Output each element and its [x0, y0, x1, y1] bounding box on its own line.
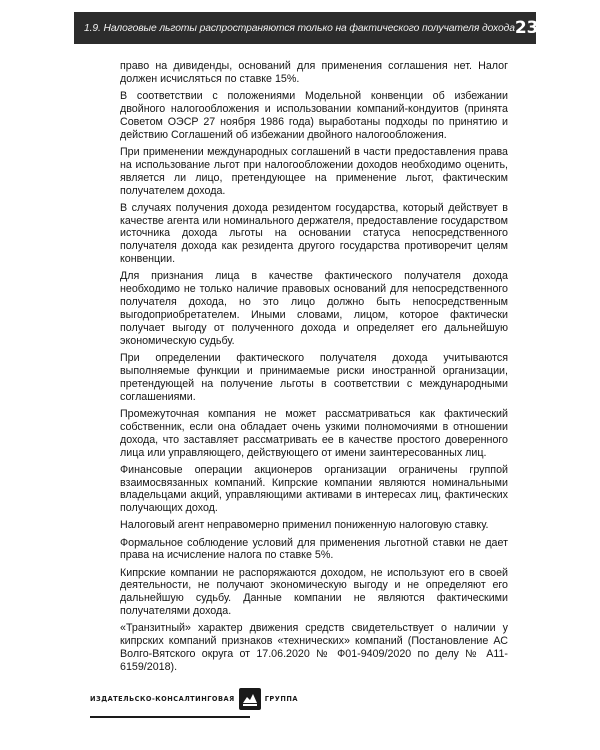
paragraph: При определении фактического получателя дохода учитываются выполняемые функции и принимаемые риски иностранной организации, претендующей на получение льготы в соответствии с международными соглашениями.	[120, 351, 508, 403]
footer-divider	[90, 716, 250, 718]
paragraph: Кипрские компании не распоряжаются доходом, не используют его в своей деятельности, не получают экономическую выгоду и не определяют его дальнейшую судьбу. Данные компании не являются фактическими получателями дохода.	[120, 566, 508, 618]
paragraph: Формальное соблюдение условий для применения льготной ставки не дает права на исчисление налога по ставке 5%.	[120, 536, 508, 562]
paragraph: Финансовые операции акционеров организации ограничены группой взаимосвязанных компаний. Кипрские компании являются номинальными владельцами акций, управляющими активами в интересах лиц, фактических получающих доход.	[120, 463, 508, 515]
publisher-footer	[90, 684, 298, 714]
running-header	[74, 12, 539, 44]
paragraph: «Транзитный» характер движения средств свидетельствует о наличии у кипрских компаний признаков «технических» компаний (Постановление АС Волго-Вятского округа от 17.06.2020 № Ф01-9409/2020 по делу № А11-6159/2018).	[120, 622, 508, 674]
publisher-group: ГРУППА	[264, 695, 298, 703]
paragraph: При применении международных соглашений в части предоставления права на использование льгот при налогообложении доходов необходимо оценить, является ли лицо, претендующее на применение льгот, фактическим получателем дохода.	[120, 145, 508, 197]
paragraph: право на дивиденды, оснований для применения соглашения нет. Налог должен исчисляться по ставке 15%.	[120, 60, 508, 85]
publisher-name: ИЗДАТЕЛЬСКО-КОНСАЛТИНГОВАЯ	[90, 695, 235, 703]
header-title: 1.9. Налоговые льготы распространяются только на фактического получателя дохода	[84, 22, 515, 34]
body-text	[120, 60, 508, 678]
paragraph: Для признания лица в качестве фактического получателя дохода необходимо не только наличие правовых оснований для непосредственного получателя дохода, но это лицо должно быть непосредственным выгодоприобретателем. Иными словами, лицом, которое фактически получает выгоду от полученного дохода и определяет его дальнейшую экономическую судьбу.	[120, 270, 508, 347]
paragraph: В соответствии с положениями Модельной конвенции об избежании двойного налогообложения и использовании компаний-кондуитов (принята Советом ОЭСР 27 ноября 1986 года) выработаны подходы по принятию и действию Соглашений об избежании двойного налогообложения.	[120, 90, 508, 141]
publisher-logo-icon	[239, 688, 261, 710]
paragraph: Промежуточная компания не может рассматриваться как фактический собственник, если она обладает очень узкими полномочиями в отношении дохода, что заставляет рассматривать ее в качестве простого доверенного лица или управляющего, действующего от имени заинтересованных лиц.	[120, 407, 508, 459]
page-number: 23	[514, 18, 539, 38]
paragraph: В случаях получения дохода резидентом государства, который действует в качестве агента или номинального держателя, предоставление государством источника дохода льготы на основании статуса непосредственного получателя дохода как резидента другого государства противоречит целям конвенции.	[120, 201, 508, 266]
paragraph: Налоговый агент неправомерно применил пониженную налоговую ставку.	[120, 519, 489, 532]
